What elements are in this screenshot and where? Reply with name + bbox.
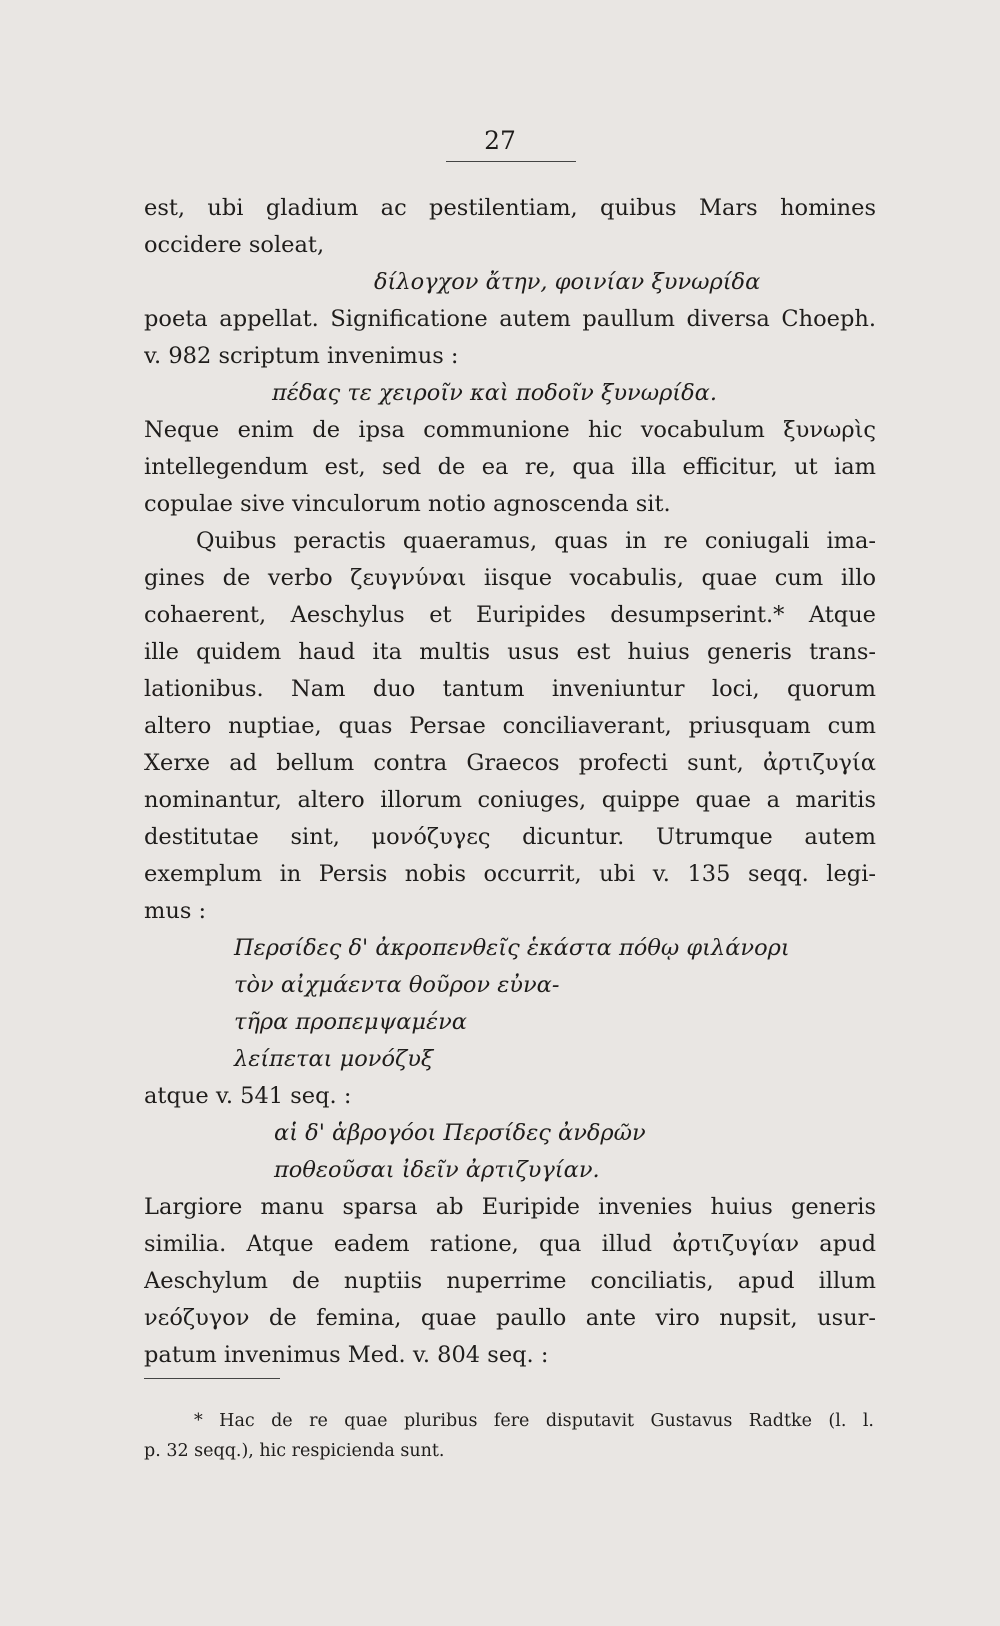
text-line: ille quidem haud ita multis usus est huius generis trans-	[144, 639, 876, 665]
greek-quote-line: τῆρα προπεμψαμένα	[234, 1009, 467, 1035]
greek-quote-line: τὸν αἰχμάεντα θοῦρον εὐνα-	[234, 972, 560, 998]
text-line: poeta appellat. Significatione autem paullum diversa Choeph.	[144, 306, 876, 332]
greek-quote-line: δίλογχον ἄτην, φοινίαν ξυνωρίδα	[374, 269, 761, 295]
text-line: v. 982 scriptum invenimus :	[144, 343, 459, 369]
greek-quote-line: ποθεοῦσαι ἰδεῖν ἀρτιζυγίαν.	[274, 1157, 600, 1183]
text-line: Quibus peractis quaeramus, quas in re coniugali ima-	[196, 528, 876, 554]
text-line: est, ubi gladium ac pestilentiam, quibus Mars homines	[144, 195, 876, 221]
text-line: Aeschylum de nuptiis nuperrime conciliatis, apud illum	[144, 1268, 876, 1294]
text-line: exemplum in Persis nobis occurrit, ubi v. 135 seqq. legi-	[144, 861, 876, 887]
body-text	[144, 190, 876, 1374]
text-line: gines de verbo ζευγνύναι iisque vocabulis, quae cum illo	[144, 565, 876, 591]
text-line: Xerxe ad bellum contra Graecos profecti sunt, ἀρτιζυγία	[144, 750, 876, 776]
greek-quote-line: πέδας τε χειροῖν καὶ ποδοῖν ξυνωρίδα.	[272, 380, 718, 406]
footnote	[144, 1406, 874, 1466]
header-rule	[446, 161, 576, 162]
greek-quote-line: λείπεται μονόζυξ	[234, 1046, 434, 1072]
footnote-line: * Hac de re quae pluribus fere disputavit Gustavus Radtke (l. l.	[194, 1411, 874, 1431]
text-line: copulae sive vinculorum notio agnoscenda sit.	[144, 491, 671, 517]
text-line: cohaerent, Aeschylus et Euripides desumpserint.* Atque	[144, 602, 876, 628]
footnote-line: p. 32 seqq.), hic respicienda sunt.	[144, 1441, 445, 1461]
greek-quote-line: Περσίδες δ' ἀκροπενθεῖς ἑκάστα πόθῳ φιλάνορι	[234, 935, 790, 961]
text-line: νεόζυγον de femina, quae paullo ante viro nupsit, usur-	[144, 1305, 876, 1331]
text-line: lationibus. Nam duo tantum inveniuntur loci, quorum	[144, 676, 876, 702]
text-line: Neque enim de ipsa communione hic vocabulum ξυνωρὶς	[144, 417, 876, 443]
text-line: mus :	[144, 898, 207, 924]
text-line: occidere soleat,	[144, 232, 325, 258]
text-line: destitutae sint, μονόζυγες dicuntur. Utrumque autem	[144, 824, 876, 850]
text-line: similia. Atque eadem ratione, qua illud ἀρτιζυγίαν apud	[144, 1231, 876, 1257]
text-line: patum invenimus Med. v. 804 seq. :	[144, 1342, 549, 1368]
text-line: atque v. 541 seq. :	[144, 1083, 352, 1109]
text-line: altero nuptiae, quas Persae conciliaverant, priusquam cum	[144, 713, 876, 739]
text-line: intellegendum est, sed de ea re, qua illa efficitur, ut iam	[144, 454, 876, 480]
greek-quote-line: αἱ δ' ἁβρογόοι Περσίδες ἀνδρῶν	[274, 1120, 646, 1146]
text-line: Largiore manu sparsa ab Euripide invenies huius generis	[144, 1194, 876, 1220]
page-number: 27	[484, 126, 516, 155]
footnote-rule	[144, 1378, 280, 1379]
text-line: nominantur, altero illorum coniuges, quippe quae a maritis	[144, 787, 876, 813]
